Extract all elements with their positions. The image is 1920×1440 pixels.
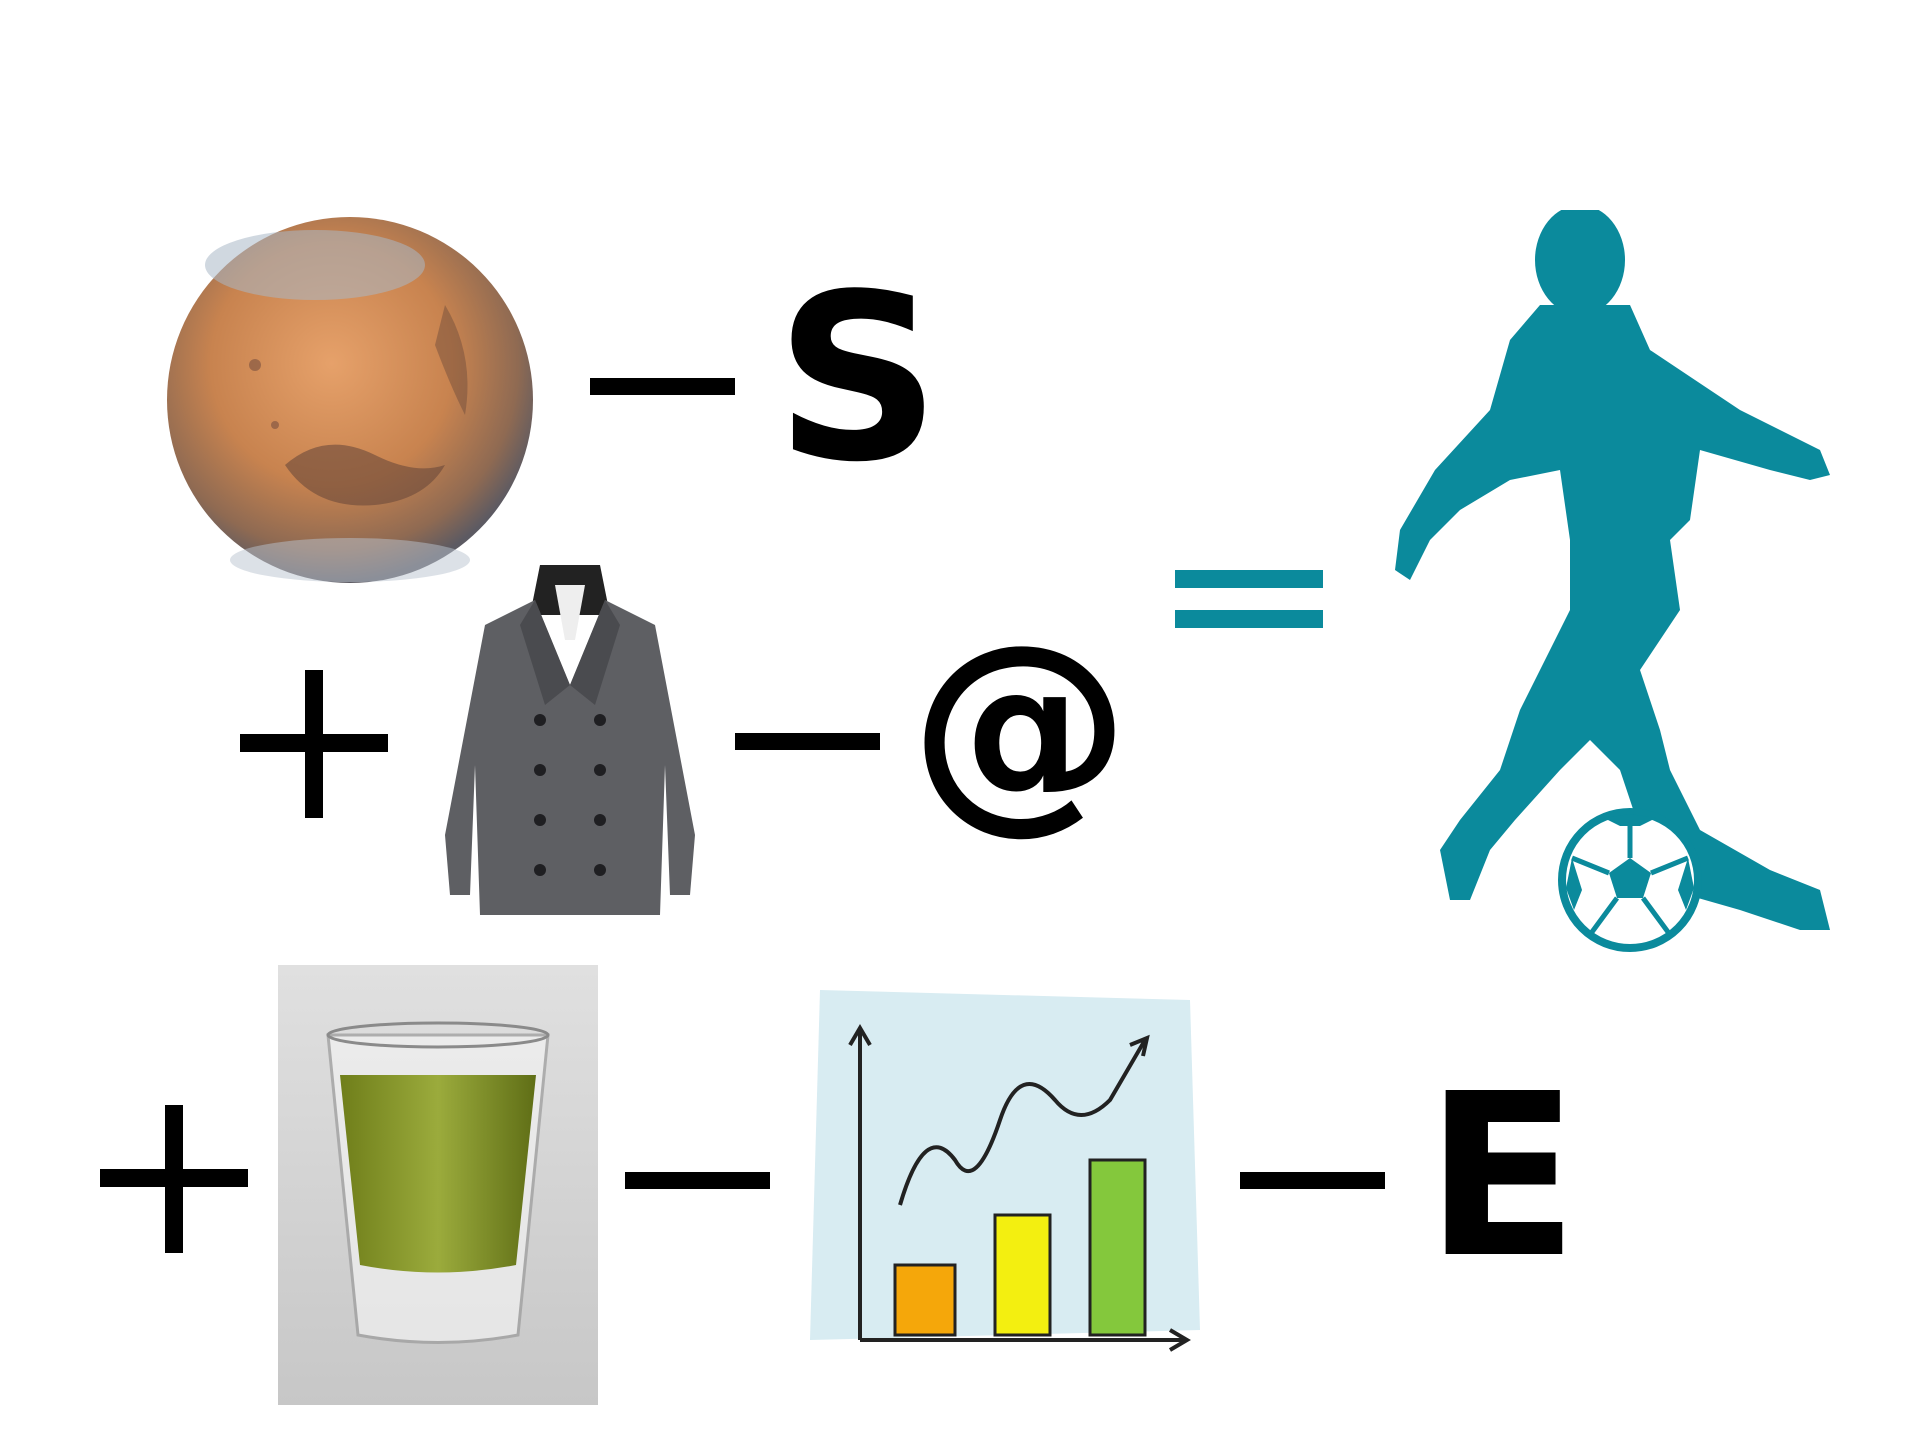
plus-sign bbox=[240, 670, 388, 818]
plus-sign bbox=[100, 1105, 248, 1253]
minus-sign bbox=[1240, 1172, 1385, 1189]
growth-chart-illustration bbox=[790, 970, 1210, 1360]
mars-planet-image bbox=[165, 215, 535, 585]
grey-coat-image bbox=[425, 545, 715, 935]
letter-e: E bbox=[1425, 1046, 1579, 1308]
minus-sign bbox=[590, 378, 735, 395]
soccer-player-silhouette bbox=[1340, 210, 1850, 1030]
minus-sign bbox=[625, 1172, 770, 1189]
letter-s: S bbox=[775, 246, 941, 513]
minus-sign bbox=[735, 733, 880, 750]
shot-glass-image bbox=[278, 965, 598, 1405]
at-symbol: @ bbox=[910, 597, 1130, 853]
equals-sign bbox=[1175, 570, 1323, 630]
